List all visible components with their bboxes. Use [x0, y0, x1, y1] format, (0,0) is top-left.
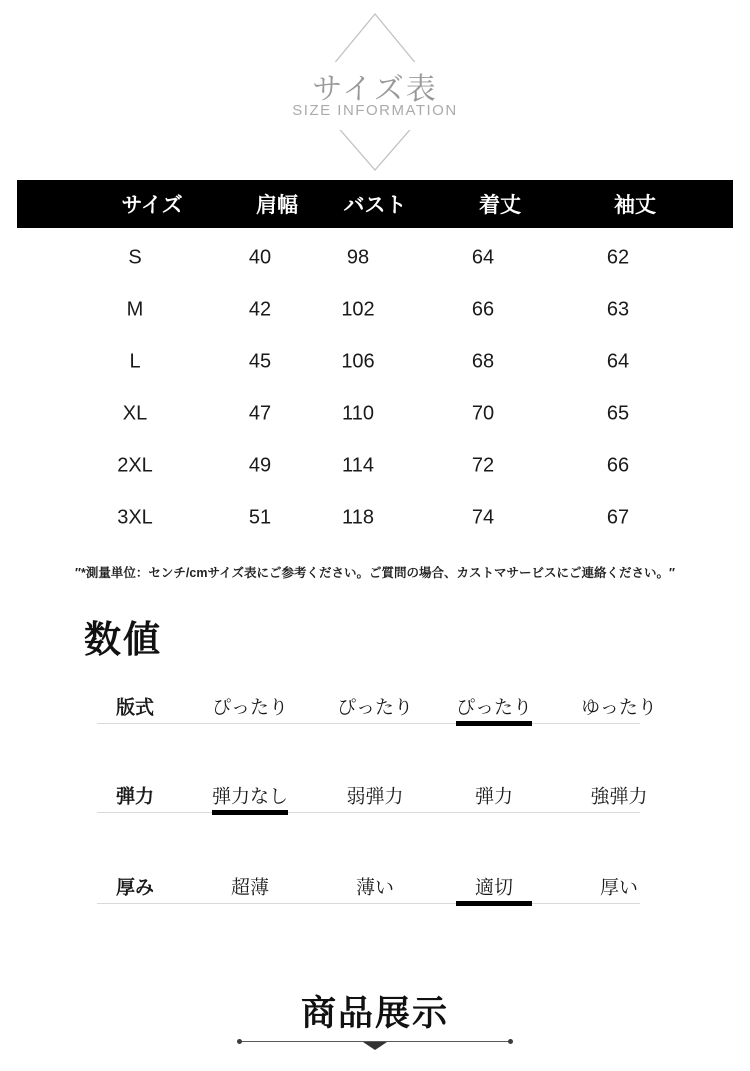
size-table-header-shoulder: 肩幅 — [256, 194, 298, 217]
size-value: 67 — [606, 506, 630, 529]
size-label: XL — [122, 402, 148, 425]
spec-option: 弾力 — [474, 786, 514, 807]
spec-label: 弾力 — [115, 786, 155, 807]
size-label: S — [128, 246, 142, 269]
size-table-header-size: サイズ — [121, 194, 183, 217]
selected-option-underline — [456, 721, 532, 726]
size-value: 65 — [606, 402, 630, 425]
size-table-row-3xl — [0, 492, 750, 544]
size-value: 102 — [341, 298, 375, 321]
size-value: 118 — [342, 506, 374, 529]
spec-option: ゆったり — [581, 697, 657, 718]
size-value: 66 — [606, 454, 630, 477]
size-value: 66 — [471, 298, 495, 321]
spec-option: 薄い — [355, 877, 395, 898]
selected-option-underline — [212, 810, 288, 815]
spec-option: 超薄 — [230, 877, 270, 898]
size-value: 62 — [606, 246, 630, 269]
size-section-subtitle: SIZE INFORMATION — [292, 102, 458, 119]
size-value: 70 — [471, 402, 495, 425]
size-table-header-length: 着丈 — [479, 194, 521, 217]
spec-option: ぴったり — [336, 697, 414, 718]
size-value: 63 — [606, 298, 630, 321]
size-value: 64 — [606, 350, 630, 373]
display-section-heading: 商品展示 — [300, 994, 449, 1033]
spec-row-thickness — [97, 868, 640, 904]
spec-option-selected: 弾力なし — [211, 786, 289, 807]
size-value: 74 — [471, 506, 495, 529]
spec-option: 弱弾力 — [346, 786, 404, 807]
rule-left-dot-icon — [237, 1039, 242, 1044]
size-value: 98 — [346, 246, 370, 269]
size-table-row-2xl — [0, 440, 750, 492]
size-value: 49 — [248, 454, 272, 477]
spec-option: ぴったり — [211, 697, 289, 718]
size-section-title: サイズ表 — [312, 73, 438, 106]
spec-option: 厚い — [599, 877, 639, 898]
size-value: 106 — [341, 350, 375, 373]
size-value: 68 — [471, 350, 495, 373]
size-value: 45 — [248, 350, 272, 373]
size-value: 114 — [342, 454, 374, 477]
size-table-row-l — [0, 336, 750, 388]
size-table-row-m — [0, 284, 750, 336]
size-table-header — [17, 180, 733, 228]
size-label: 2XL — [117, 454, 153, 477]
rule-down-triangle-icon — [363, 1042, 387, 1050]
spec-option-selected: ぴったり — [455, 697, 533, 718]
measurement-note: ″*測量単位：センチ/cmサイズ表にご参考ください。ご質問の場合、カストマサービスにご連絡ください。″ — [75, 566, 675, 580]
size-table-row-s — [0, 232, 750, 284]
size-table-row-xl — [0, 388, 750, 440]
selected-option-underline — [456, 901, 532, 906]
spec-row-stretch — [97, 777, 648, 813]
spec-section-heading: 数値 — [84, 619, 162, 660]
size-value: 42 — [248, 298, 272, 321]
size-value: 40 — [248, 246, 272, 269]
spec-option: 強弾力 — [590, 786, 648, 807]
spec-label: 厚み — [115, 877, 155, 898]
spec-label: 版式 — [115, 697, 155, 718]
size-label: L — [129, 350, 141, 373]
size-value: 47 — [248, 402, 272, 425]
size-value: 51 — [248, 506, 272, 529]
size-value: 72 — [471, 454, 495, 477]
display-heading-rule — [239, 1037, 511, 1049]
size-value: 110 — [342, 402, 374, 425]
size-table-body — [0, 232, 750, 544]
size-value: 64 — [471, 246, 495, 269]
rule-right-dot-icon — [508, 1039, 513, 1044]
size-label: 3XL — [117, 506, 153, 529]
spec-row-fit — [97, 688, 657, 724]
size-label: M — [126, 298, 144, 321]
size-table-header-bust: バスト — [343, 194, 407, 217]
size-table-header-sleeve: 袖丈 — [614, 194, 656, 217]
spec-option-selected: 適切 — [474, 877, 514, 898]
